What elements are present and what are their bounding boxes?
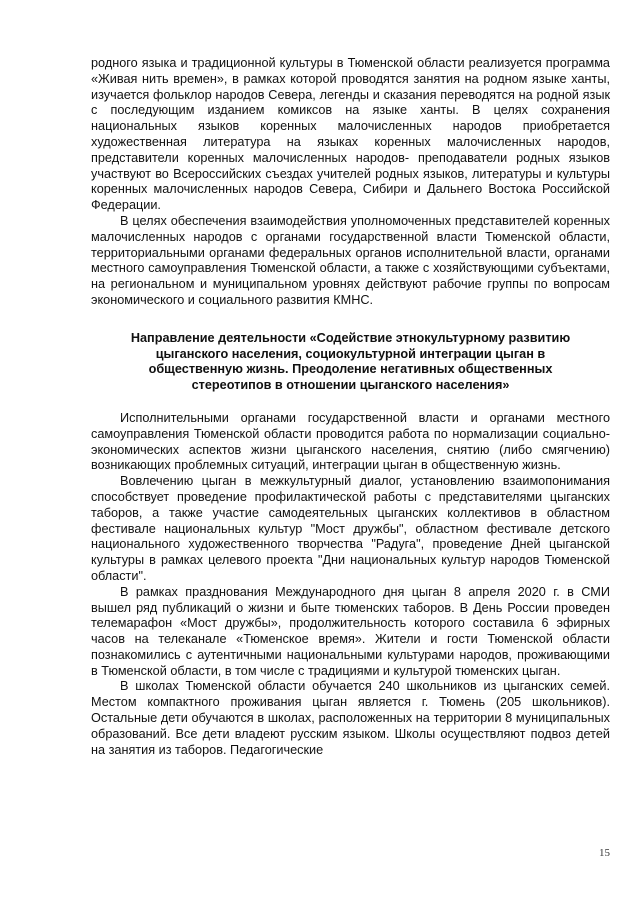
- section-heading: [91, 331, 610, 394]
- heading-line-2: цыганского населения, социокультурной интеграции цыган в: [155, 346, 546, 361]
- heading-line-4: стереотипов в отношении цыганского населения»: [191, 378, 510, 393]
- paragraph-executive-bodies: Исполнительными органами государственной власти и органами местного самоуправления Тюменской области проводится работа по нормализации социально-экономических аспектов жизни цыганского населения, снятию (либо смягчению) возникающих проблемных ситуаций, интеграции цыган в общественную жизнь.: [91, 410, 610, 473]
- paragraph-intercultural-dialogue: Вовлечению цыган в межкультурный диалог, установлению взаимопонимания способствует проведение профилактической работы с представителями цыганских таборов, а также участие самодеятельных цыганских коллективов в областном фестивале национальных культур "Мост дружбы", областном фестивале детского национального художественного творчества "Радуга", проведение Дней цыганской культуры в рамках целевого проекта "Дни национальных культур народов Тюменской области".: [91, 474, 610, 583]
- paragraph-schools: В школах Тюменской области обучается 240 школьников из цыганских семей. Местом компактного проживания цыган является г. Тюмень (205 школьников). Остальные дети обучаются в школах, расположенных на территории 8 муниципальных образований. Все дети владеют русским языком. Школы осуществляют подвоз детей на занятия из таборов. Педагогические: [91, 679, 610, 757]
- paragraph-native-language: родного языка и традиционной культуры в Тюменской области реализуется программа «Живая нить времен», в рамках которой проводятся занятия на родном языке ханты, изучается фольклор народов Севера, легенды и сказания переводятся на родной язык с последующим изданием комиксов на языке ханты. В целях сохранения национальных языков коренных малочисленных народов приобретается художественная литература на языках коренных малочисленных народов, представители коренных малочисленных народов- преподаватели родных языков участвуют во Всероссийских съездах учителей родных языков, литературы и культуры коренных малочисленных народов Севера, Сибири и Дальнего Востока Российской Федерации.: [91, 56, 610, 213]
- page-number: 15: [599, 847, 610, 859]
- paragraph-interaction-kmns: В целях обеспечения взаимодействия уполномоченных представителей коренных малочисленных народов с органами государственной власти Тюменской области, территориальными органами федеральных органов исполнительной власти, органами местного самоуправления Тюменской области, а также с хозяйствующими субъектами, на региональном и муниципальном уровнях действуют рабочие группы по вопросам экономического и социального развития КМНС.: [91, 213, 610, 307]
- paragraph-roma-day: В рамках празднования Международного дня цыган 8 апреля 2020 г. в СМИ вышел ряд публикаций о жизни и быте тюменских таборов. В День России проведен телемарафон «Мост дружбы», продолжительность которого составила 6 эфирных часов на телеканале «Тюменское время». Жители и гости Тюменской области познакомились с аутентичными национальными культурами народов, проживающими в Тюменской области, в том числе с традициями и культурой тюменских цыган.: [91, 584, 610, 678]
- document-page: [91, 56, 610, 758]
- heading-line-3: общественную жизнь. Преодоление негативных общественных: [148, 362, 553, 377]
- heading-line-1: Направление деятельности «Содействие этнокультурному развитию: [130, 330, 571, 345]
